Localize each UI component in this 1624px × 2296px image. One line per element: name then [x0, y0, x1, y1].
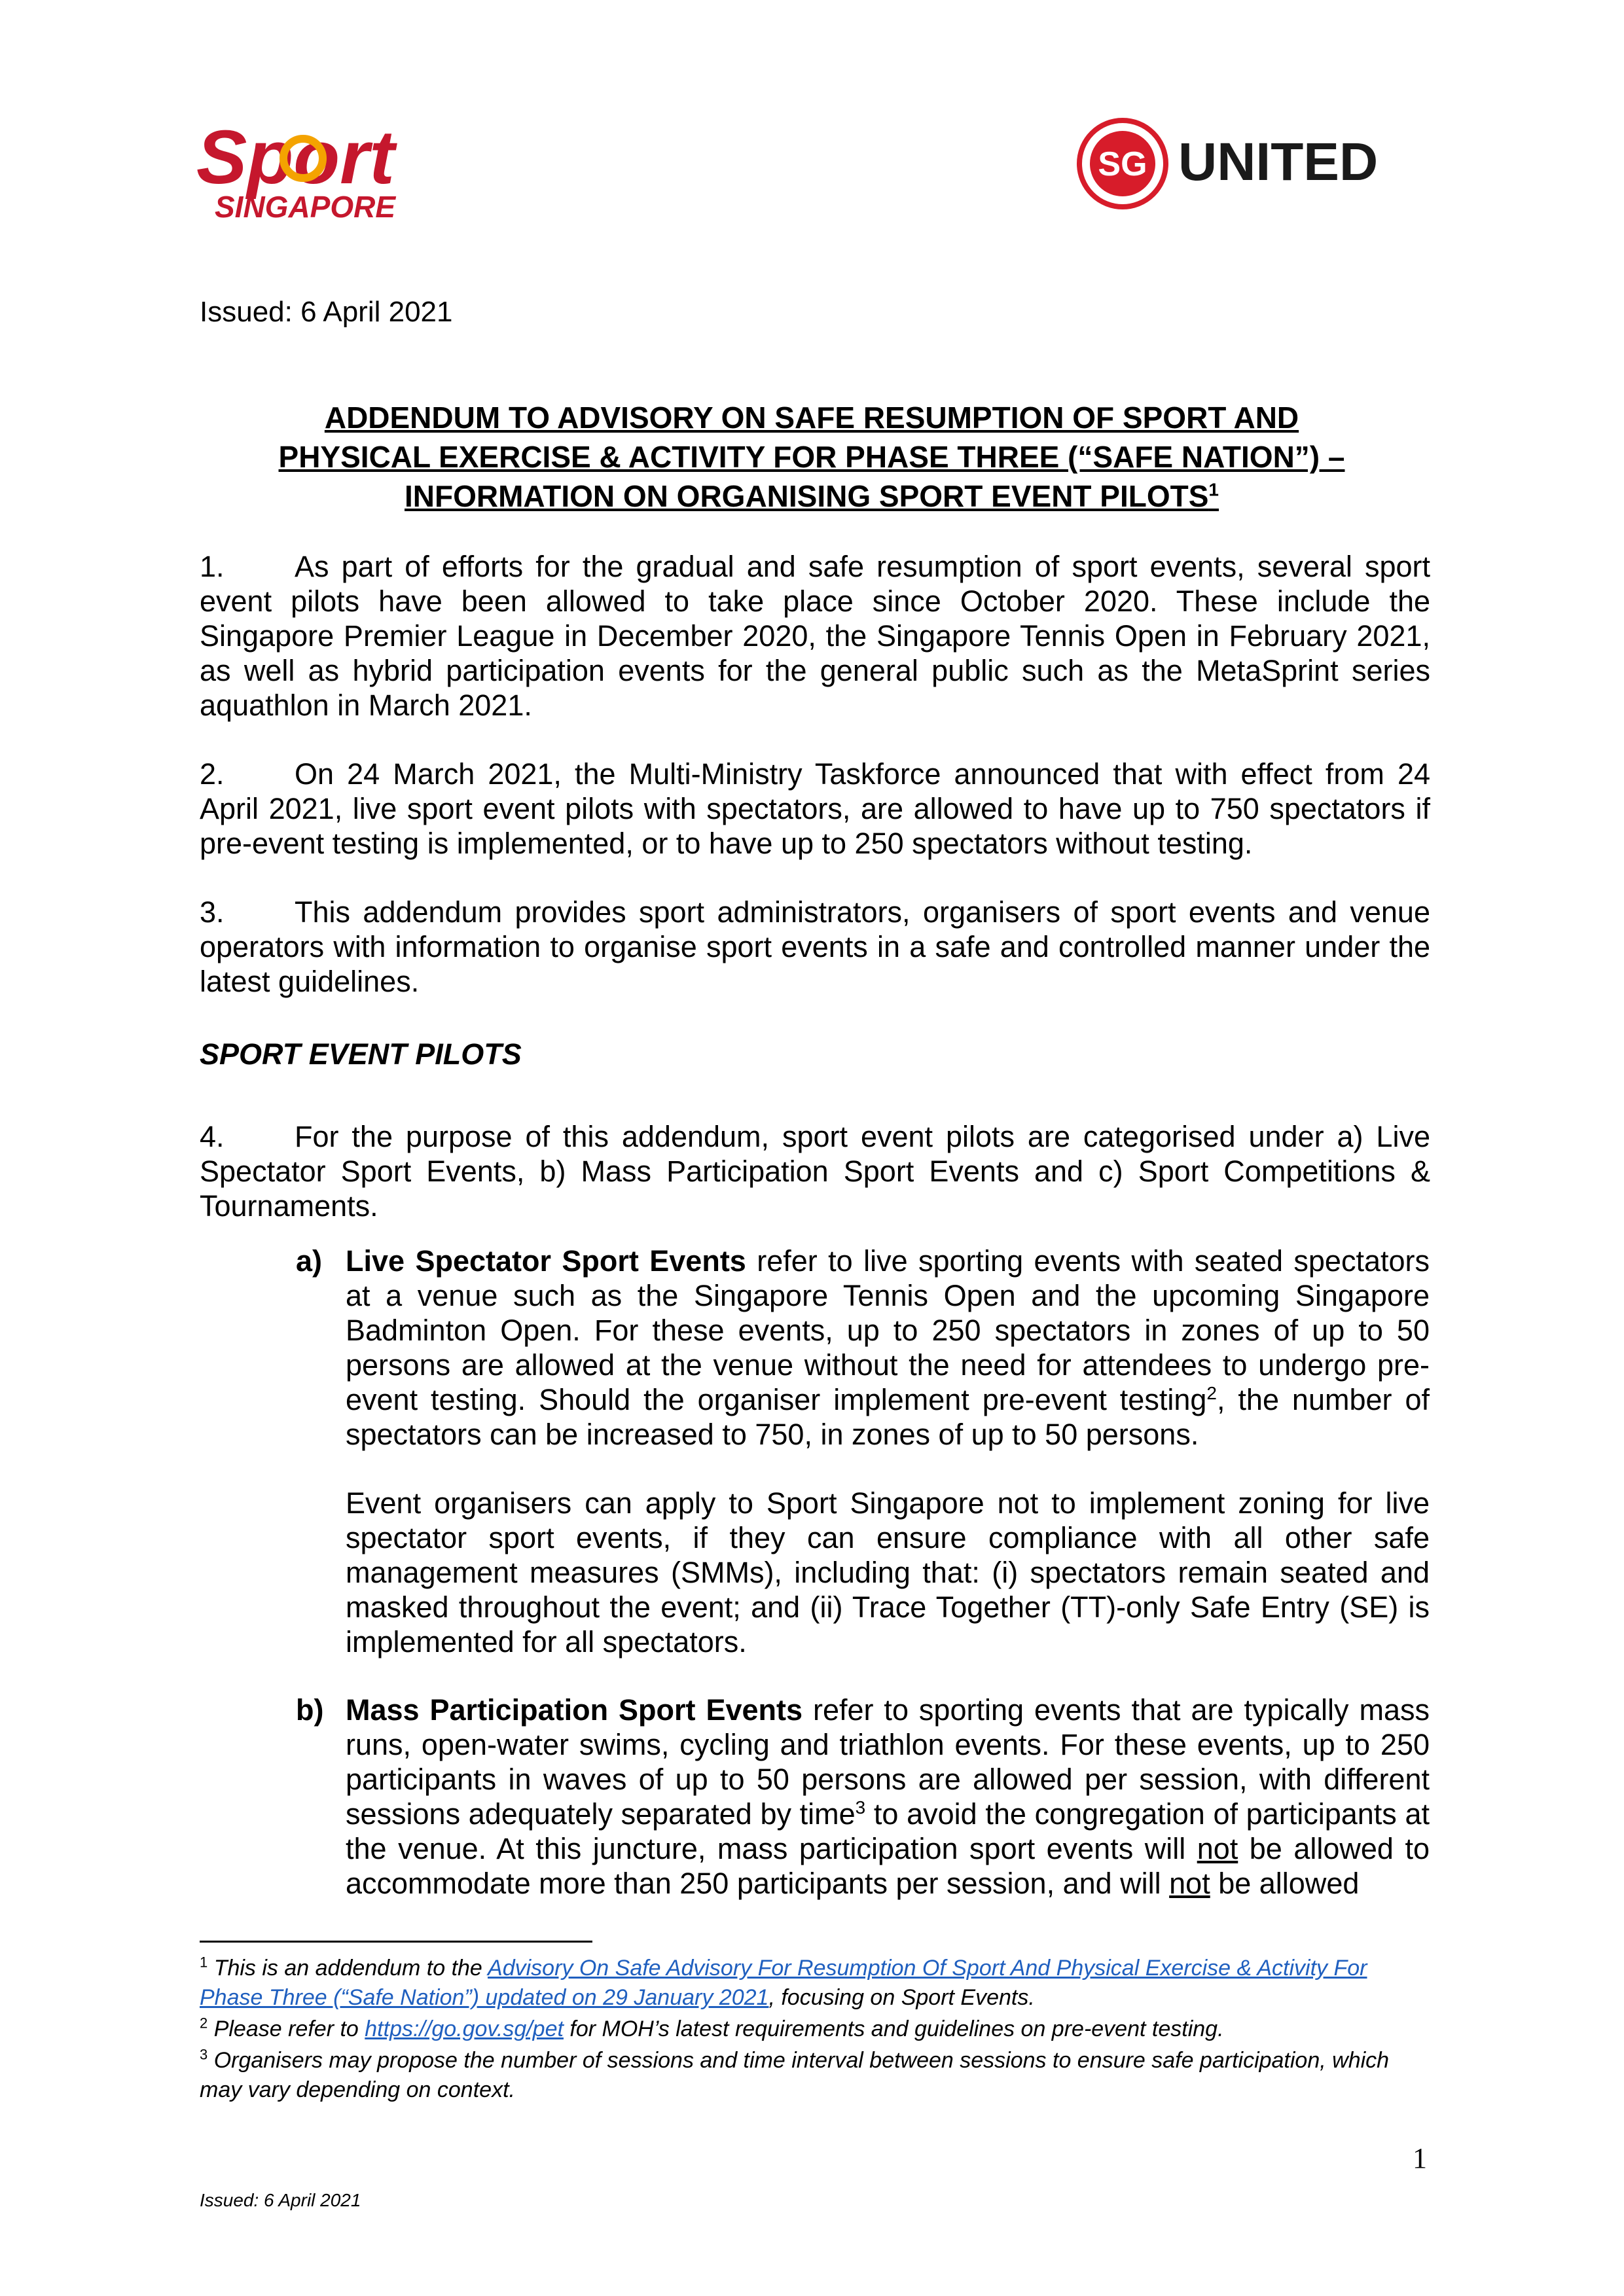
paragraph-number: 4.: [200, 1120, 225, 1153]
paragraph-4: 4. For the purpose of this addendum, sport event pilots are categorised under a) Live Spectator Sport Events, b) Mass Participation Sport Events and c) Sport Competitions & Tournaments.: [200, 1120, 1430, 1223]
advisory-link[interactable]: Advisory On Safe Advisory For Resumption Of Sport And Physical Exercise & Activity For Phase Three (“Safe Nation”) updated on 29 January 2021: [200, 1956, 1367, 2010]
title-footnote-ref[interactable]: 1: [1208, 479, 1219, 500]
document-title: [196, 398, 1427, 516]
item-b-heading: Mass Participation Sport Events: [346, 1693, 803, 1727]
footnote-1: $^1$ This is an addendum to the Advisory On Safe Advisory For Resumption Of Sport And Physical Exercise & Activity For Phase Three (“Safe Nation”) updated on 29 January 2021, focusing on Sport Events.: [200, 1954, 1367, 2010]
footnote-3: $^3$ Organisers may propose the number of sessions and time interval between sessions to ensure safe participation, which may vary depending on context.: [200, 2046, 1390, 2102]
paragraph-number: 1.: [200, 550, 225, 583]
paragraph-1: 1. As part of efforts for the gradual and safe resumption of sport events, several sport event pilots have been allowed to take place since October 2020. These include the Singapore Premier League in December 2020, the Singapore Tennis Open in February 2021, as well as hybrid participation events for the general public such as the MetaSprint series aquathlon in March 2021.: [200, 550, 1430, 722]
item-b: b) Mass Participation Sport Events refer to sporting events that are typically mass runs, open-water swims, cycling and triathlon events. For these events, up to 250 participants in waves of up to 50 persons are allowed per session, with different sessions adequately separated by time$^3$ to avoid the congregation of participants at the venue. At this juncture, mass participation sport events will not be allowed to accommodate more than 250 participants per session, and will not be allowed: [296, 1693, 1430, 1900]
item-a: a) Live Spectator Sport Events refer to live sporting events with seated spectators at a venue such as the Singapore Tennis Open and the upcoming Singapore Badminton Open. For these events, up to 250 spectators in zones of up to 50 persons are allowed at the venue without the need for attendees to undergo pre-event testing. Should the organiser implement pre-event testing$^2$, the number of spectators can be increased to 750, in zones of up to 50 persons.: [296, 1244, 1430, 1451]
footnote-ref-3[interactable]: 3: [855, 1797, 866, 1818]
footer-issued-date: Issued: 6 April 2021: [200, 2190, 361, 2210]
item-a-paragraph-2: Event organisers can apply to Sport Singapore not to implement zoning for live spectator sport events, if they can ensure compliance with all other safe management measures (SMMs), including that: (i) spectators remain seated and masked throughout the event; and (ii) Trace Together (TT)-only Safe Entry (SE) is implemented for all spectators.: [346, 1486, 1430, 1659]
item-a-label: a): [296, 1244, 323, 1278]
title-line-2: PHYSICAL EXERCISE & ACTIVITY FOR PHASE THREE (“SAFE NATION”) –: [278, 440, 1345, 474]
title-line-1: ADDENDUM TO ADVISORY ON SAFE RESUMPTION OF SPORT AND: [324, 401, 1299, 435]
item-a-heading: Live Spectator Sport Events: [346, 1244, 746, 1278]
title-line-3: INFORMATION ON ORGANISING SPORT EVENT PILOTS$^1$: [405, 479, 1219, 513]
logo-sport-word: Sport: [196, 115, 395, 200]
paragraph-3: 3. This addendum provides sport administrators, organisers of sport events and venue operators with information to organise sport events in a safe and controlled manner under the latest guidelines.: [200, 895, 1430, 998]
item-b-label: b): [296, 1693, 324, 1727]
footnote-divider: [200, 1941, 592, 1943]
footnote-2: $^2$ Please refer to https://go.gov.sg/pet for MOH’s latest requirements and guidelines on pre-event testing.: [200, 2015, 1224, 2041]
sport-singapore-logo: [196, 111, 445, 229]
page-number: 1: [1413, 2142, 1427, 2174]
footnote-ref-2[interactable]: 2: [1206, 1383, 1217, 1403]
logo-united-word: UNITED: [1178, 132, 1379, 192]
section-heading: SPORT EVENT PILOTS: [200, 1037, 522, 1071]
logo-singapore-word: SINGAPORE: [215, 190, 396, 224]
sg-badge-text: SG: [1098, 145, 1147, 183]
sg-united-logo: [1074, 115, 1440, 213]
paragraph-2: 2. On 24 March 2021, the Multi-Ministry Taskforce announced that with effect from 24 April 2021, live sport event pilots with spectators, are allowed to have up to 750 spectators if pre-event testing is implemented, or to have up to 250 spectators without testing.: [200, 757, 1430, 860]
paragraph-number: 2.: [200, 757, 225, 791]
issued-date: Issued: 6 April 2021: [200, 296, 453, 328]
paragraph-number: 3.: [200, 895, 225, 929]
pet-link[interactable]: https://go.gov.sg/pet: [365, 2017, 564, 2041]
